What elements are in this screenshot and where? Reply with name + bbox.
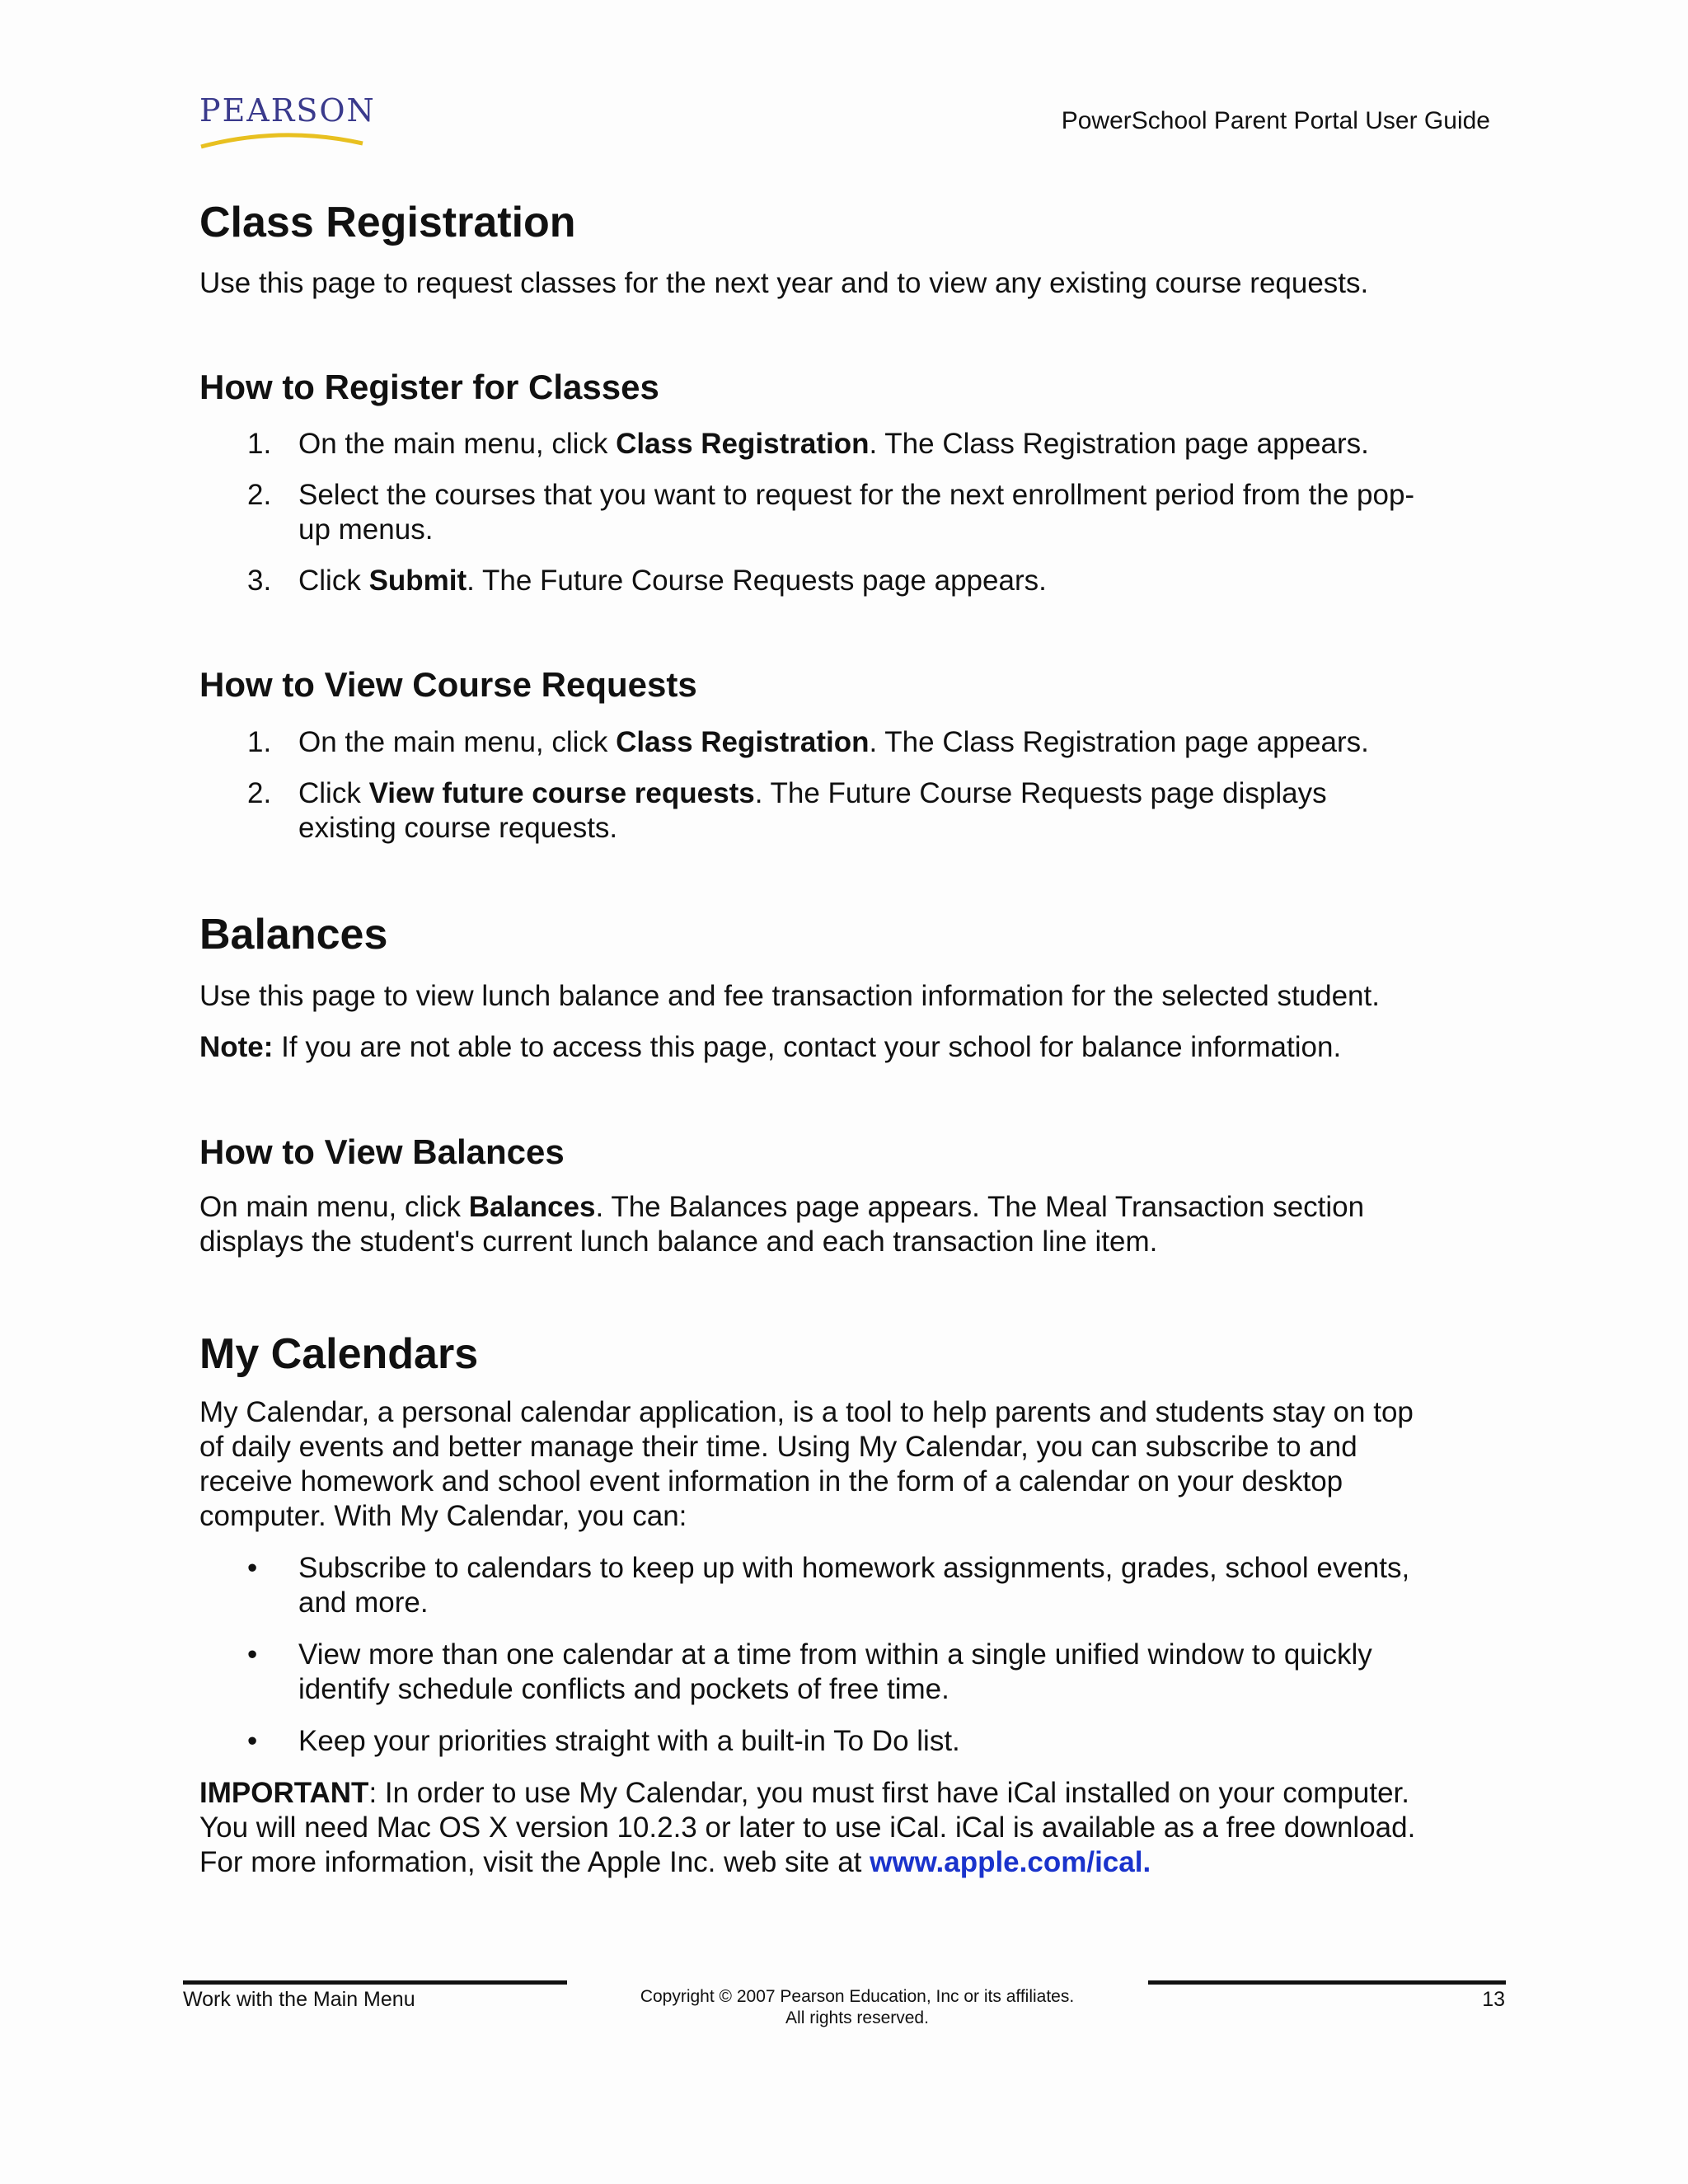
- logo-swoosh-icon: [199, 129, 364, 150]
- register-step-3: Click Submit. The Future Course Requests page appears.: [298, 565, 1047, 597]
- bullet-icon: •: [247, 1638, 258, 1671]
- step-number: 1.: [247, 726, 272, 758]
- balances-intro: Use this page to view lunch balance and fee transaction information for the selected student.: [199, 980, 1380, 1012]
- footer-rule-left: [183, 1980, 567, 1985]
- view-future-requests-ref: View future course requests: [368, 777, 755, 809]
- submit-ref: Submit: [368, 565, 467, 597]
- subheading-register-classes: How to Register for Classes: [199, 368, 659, 406]
- subheading-view-balances: How to View Balances: [199, 1132, 565, 1171]
- page-number: 13: [1482, 1988, 1505, 2011]
- balances-ref: Balances: [468, 1191, 596, 1223]
- section-heading-balances: Balances: [199, 911, 388, 958]
- calendars-intro: My Calendar, a personal calendar application, is a tool to help parents and students stay on top of daily events and better manage their time. Using My Calendar, you can subscribe to and receive homework and school event information in the form of a calendar on your desktop computer. With My Calendar, you can:: [199, 1396, 1414, 1532]
- footer-rule-right: [1148, 1980, 1506, 1985]
- view-balances-text: On main menu, click Balances. The Balances page appears. The Meal Transaction section displays the student's current lunch balance and each transaction line item.: [199, 1191, 1365, 1258]
- step-number: 2.: [247, 479, 272, 511]
- pearson-logo: [199, 92, 376, 150]
- bullet-icon: •: [247, 1552, 258, 1584]
- calendar-bullet-2: View more than one calendar at a time from within a single unified window to quickly identify schedule conflicts and pockets of free time.: [298, 1638, 1372, 1705]
- apple-ical-link[interactable]: www.apple.com/ical.: [870, 1846, 1151, 1878]
- footer-copyright: Copyright © 2007 Pearson Education, Inc or its affiliates. All rights reserved.: [640, 1987, 1075, 2027]
- step-number: 3.: [247, 565, 272, 597]
- bullet-icon: •: [247, 1725, 258, 1757]
- logo-text: PEARSON: [199, 92, 376, 129]
- class-registration-ref: Class Registration: [616, 726, 870, 758]
- class-registration-intro: Use this page to request classes for the next year and to view any existing course requests.: [199, 267, 1369, 299]
- calendars-important: IMPORTANT: In order to use My Calendar, you must first have iCal installed on your computer. You will need Mac OS X version 10.2.3 or later to use iCal. iCal is available as a free download. For more information, visit the Apple Inc. web site at www.apple.com/ical.: [199, 1777, 1416, 1878]
- subheading-view-course-requests: How to View Course Requests: [199, 665, 697, 704]
- section-heading-class-registration: Class Registration: [199, 199, 576, 246]
- document-title: PowerSchool Parent Portal User Guide: [1061, 107, 1490, 134]
- step-number: 1.: [247, 428, 272, 460]
- balances-note: Note: If you are not able to access this page, contact your school for balance information.: [199, 1031, 1342, 1063]
- view-requests-step-1: On the main menu, click Class Registration. The Class Registration page appears.: [298, 726, 1369, 758]
- step-number: 2.: [247, 777, 272, 809]
- view-requests-step-2: Click View future course requests. The Future Course Requests page displays existing course requests.: [298, 777, 1327, 844]
- register-step-1: On the main menu, click Class Registration. The Class Registration page appears.: [298, 428, 1369, 460]
- calendar-bullet-1: Subscribe to calendars to keep up with homework assignments, grades, school events, and more.: [298, 1552, 1410, 1619]
- calendar-bullet-3: Keep your priorities straight with a built-in To Do list.: [298, 1725, 960, 1757]
- footer-section-title: Work with the Main Menu: [183, 1988, 415, 2011]
- register-step-2: Select the courses that you want to request for the next enrollment period from the pop- up menus.: [298, 479, 1415, 546]
- class-registration-ref: Class Registration: [616, 428, 870, 460]
- section-heading-my-calendars: My Calendars: [199, 1330, 479, 1378]
